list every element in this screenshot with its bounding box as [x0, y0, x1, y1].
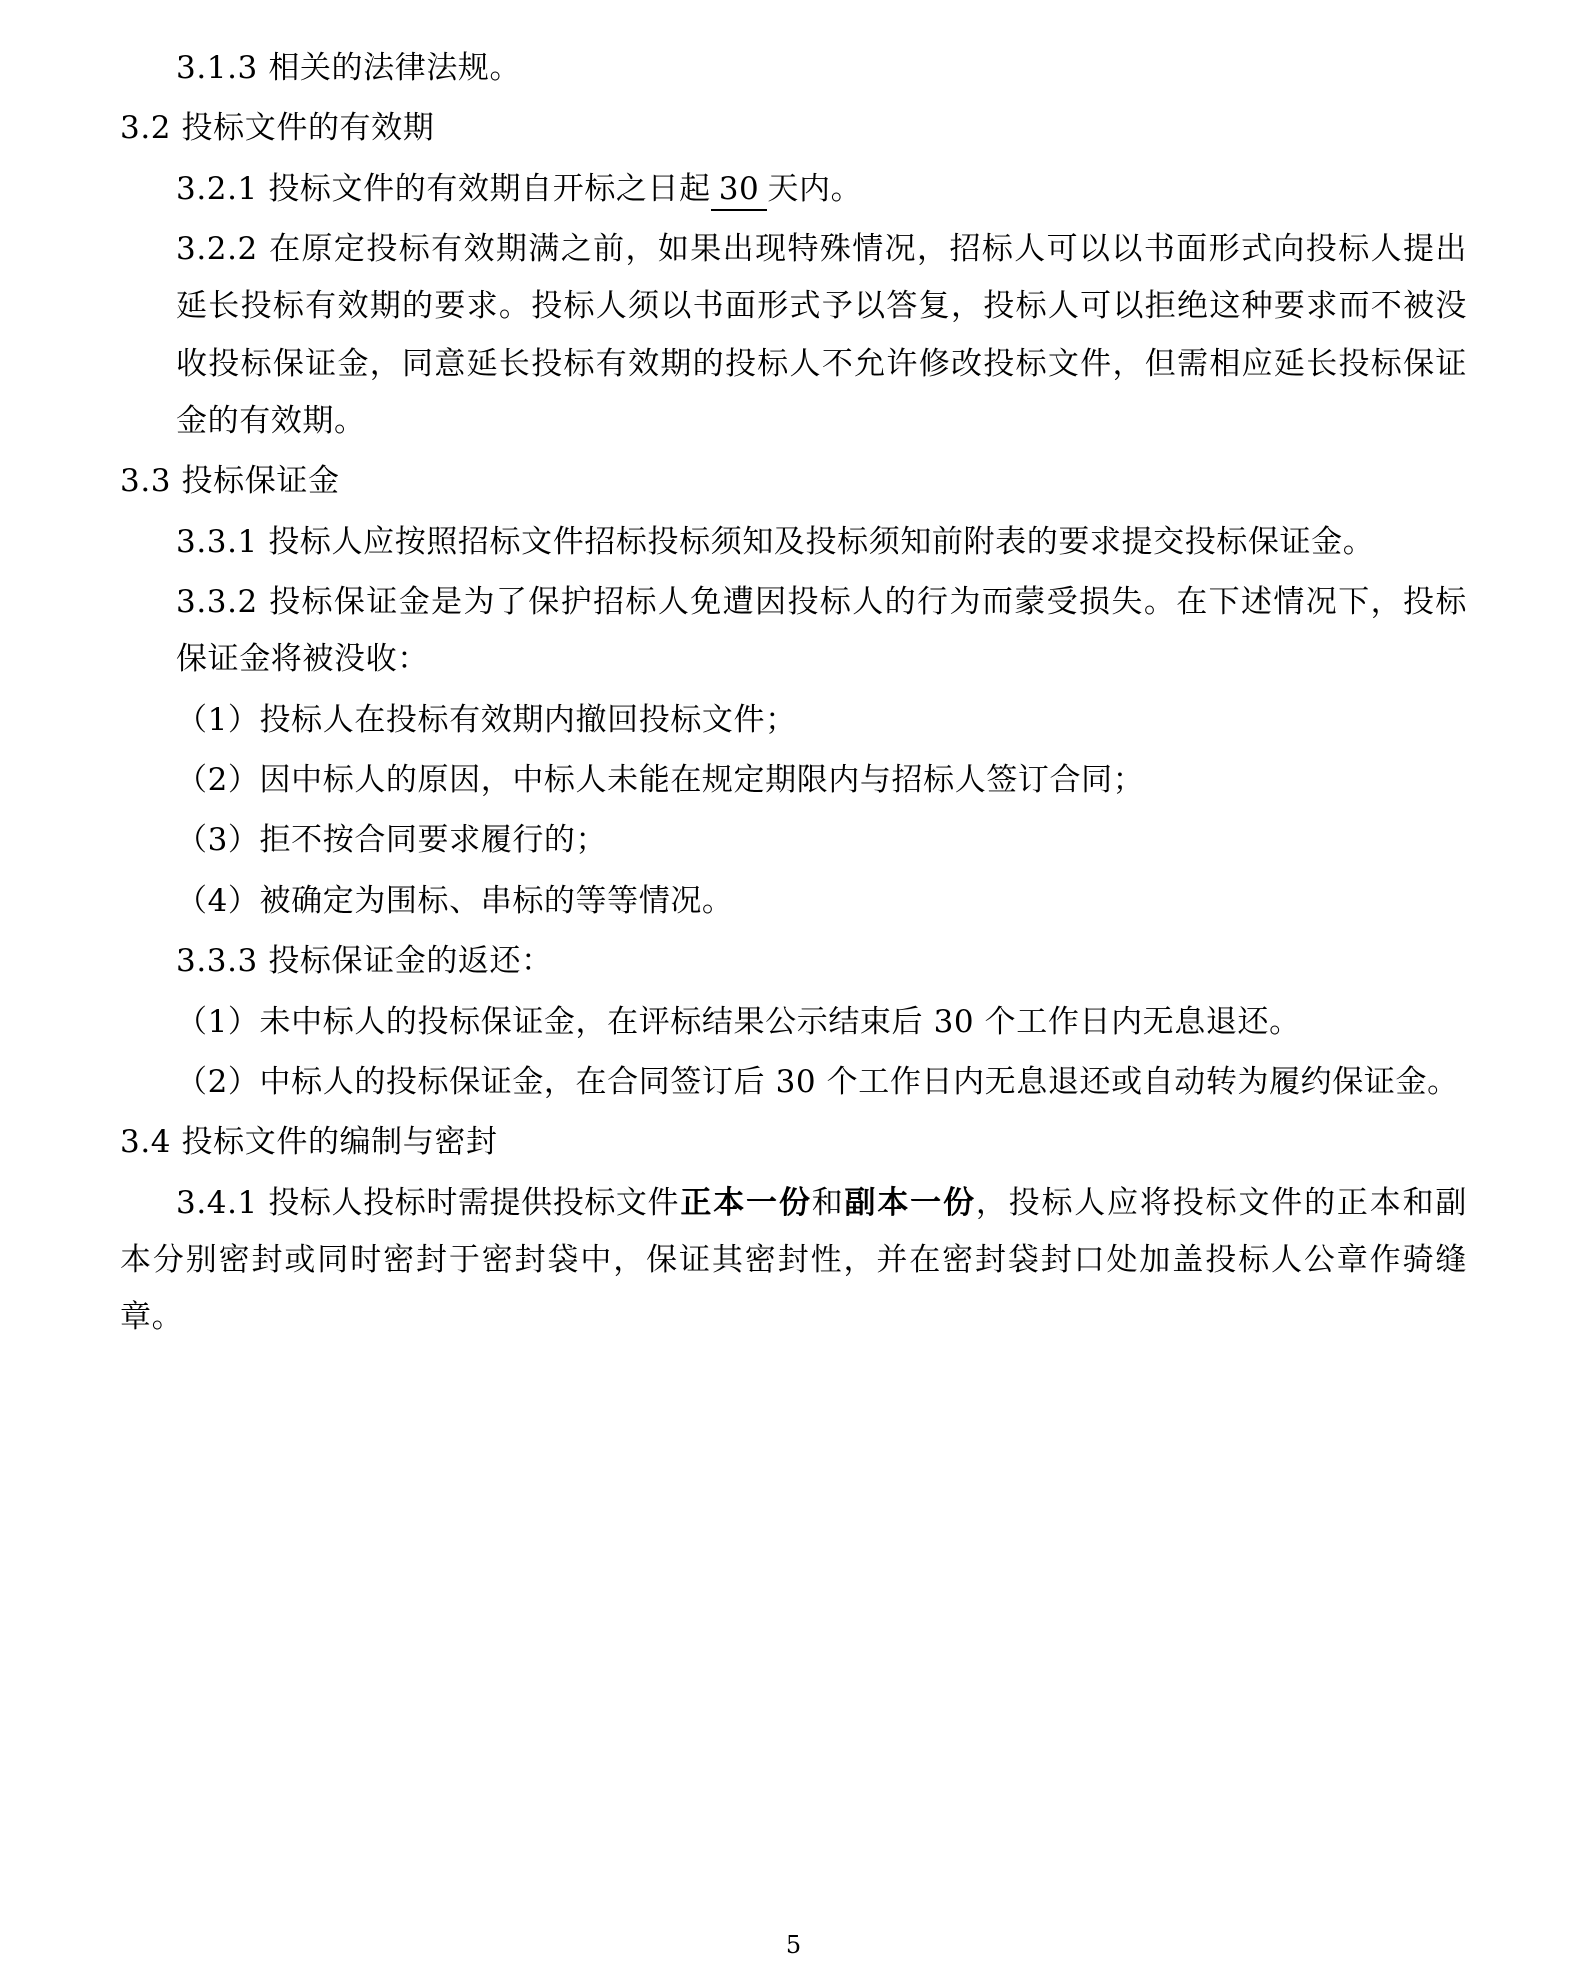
paragraph-text: （2）因中标人的原因，中标人未能在规定期限内与招标人签订合同；	[176, 762, 1145, 799]
paragraph-text-1: 3.4.1 投标人投标时需提供投标文件	[176, 1184, 680, 1221]
paragraph-text: （1）未中标人的投标保证金，在评标结果公示结束后 30 个工作日内无息退还。	[176, 1003, 1301, 1040]
paragraph-text: 3.1.3 相关的法律法规。	[176, 50, 522, 86]
heading-text: 3.3 投标保证金	[120, 463, 340, 500]
paragraph-text-before: 3.2.1 投标文件的有效期自开标之日起	[176, 170, 711, 207]
list-item-forfeit-2	[120, 752, 1467, 809]
paragraph-3-2-1	[120, 161, 1467, 218]
paragraph-3-4-1	[120, 1175, 1467, 1347]
emphasis-original-copy: 正本一份	[679, 1184, 812, 1221]
paragraph-3-3-2	[120, 574, 1467, 689]
paragraph-text: （3）拒不按合同要求履行的；	[176, 822, 608, 859]
heading-text: 3.4 投标文件的编制与密封	[120, 1124, 498, 1161]
paragraph-3-1-3	[120, 40, 1467, 97]
paragraph-text: （4）被确定为围标、串标的等等情况。	[176, 882, 734, 919]
list-item-forfeit-1	[120, 692, 1467, 749]
paragraph-3-3-1	[120, 514, 1467, 571]
heading-3-2	[120, 100, 1467, 157]
paragraph-text: 3.3.3 投标保证金的返还：	[176, 943, 553, 980]
list-item-refund-2	[120, 1054, 1467, 1111]
emphasis-duplicate-copy: 副本一份	[844, 1184, 976, 1221]
paragraph-text: （2）中标人的投标保证金，在合同签订后 30 个工作日内无息退还或自动转为履约保证金。	[176, 1063, 1459, 1100]
list-item-forfeit-4	[120, 873, 1467, 930]
paragraph-text: 3.3.1 投标人应按照招标文件招标投标须知及投标须知前附表的要求提交投标保证金。	[176, 523, 1375, 560]
paragraph-text-3: ，投标人应将投标文件的正本和副本分别密封或同时密封于密封袋中，保证其密封性，并在密封袋封口处加盖投标人公章作骑缝章。	[120, 1184, 1467, 1336]
heading-3-4	[120, 1114, 1467, 1171]
paragraph-text-2: 和	[811, 1184, 845, 1221]
paragraph-3-2-2	[120, 221, 1467, 450]
document-body	[120, 40, 1467, 1347]
validity-days-value: 30	[711, 171, 768, 211]
heading-text: 3.2 投标文件的有效期	[120, 110, 435, 147]
paragraph-text: 3.2.2 在原定投标有效期满之前，如果出现特殊情况，招标人可以以书面形式向投标人提出延长投标有效期的要求。投标人须以书面形式予以答复，投标人可以拒绝这种要求而不被没收投标保证金，同意延长投标有效期的投标人不允许修改投标文件，但需相应延长投标保证金的有效期。	[176, 231, 1467, 440]
paragraph-3-3-3	[120, 933, 1467, 990]
list-item-forfeit-3	[120, 812, 1467, 869]
list-item-refund-1	[120, 994, 1467, 1051]
paragraph-text: 3.3.2 投标保证金是为了保护招标人免遭因投标人的行为而蒙受损失。在下述情况下，投标保证金将被没收：	[176, 584, 1467, 678]
paragraph-text-after: 天内。	[767, 170, 863, 207]
heading-3-3	[120, 453, 1467, 510]
paragraph-text: （1）投标人在投标有效期内撤回投标文件；	[176, 701, 797, 738]
page-number: 5	[785, 1931, 802, 1959]
